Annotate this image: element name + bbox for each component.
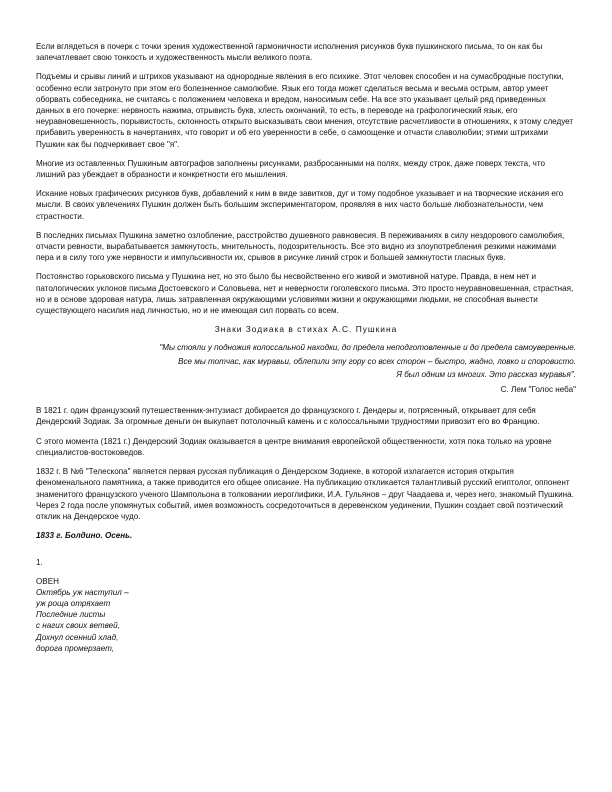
paragraph: Если вглядеться в почерк с точки зрения художественной гармоничности исполнения рисунков букв пушкинского письма, то он как бы запечатлевает свою тонкость и художественность мысли великого поэта. (36, 42, 543, 63)
poem-line: Октябрь уж наступил – (36, 587, 129, 597)
epigraph-line: "Мы стояли у подножия колоссальной находки, до предела неподготовленные и до предела самоуверенные. (159, 343, 576, 353)
paragraph: Многие из оставленных Пушкиным автографов заполнены рисунками, разбросанными на полях, между строк, даже поверх текста, что лишний раз убеждает в образности и конкретности его мышления. (36, 158, 545, 180)
paragraph: В 1821 г. один французский путешественник-энтузиаст добирается до французского г. Дендеры и, потрясенный, открывает для себя Дендерский Зодиак. За огромные деньги он выкупает потолочный камень и с колоссальными трудностями привозит его во Францию. (36, 406, 540, 427)
epigraph-source: С. Лем "Голос неба" (500, 385, 576, 395)
document-page (36, 41, 576, 654)
poem-line: дорога промерзает, (36, 643, 115, 653)
poem-title: ОВЕН (36, 576, 59, 586)
paragraph: Подъемы и срывы линий и штрихов указывают на однородные явления в его психике. Этот человек способен и на сумасбродные поступки, особенно если затронуто при этом его болезненное самолюбие. Язык его тогда может сделаться весьма и весьма острым, автор умеет оборвать собеседника, не считаясь с положением человека и вредом, наносимым себе. На все это указывает целый ряд приведенных данных в его почерке: нервность нажима, отрывисть букв, хлесть окончаний, то есть, в переводе на графологический язык, его неуравновешенность, порывистость, склонность открыто высказывать свои мнения, отсутствие расчетливости в отношениях, к этому следует прибавить уверенность в начертаниях, что говорит и об его уверенности в себе, о самоощенке и отчасти славолюбии; этими штрихами Пушкин как бы подчеркивает свое "я". (36, 72, 574, 149)
epigraph-line: Я был одним из многих. Это рассказ муравья". (396, 369, 576, 379)
paragraph: В последних письмах Пушкина заметно озлобление, расстройство душевного равновесия. В переживаниях в силу нездорового самолюбия, отчасти ревности, вырабатывается замкнутость, мнительность, подозрительность. Все это видно из злоупотребления резкими нажимами пера и в силу того уже нервности и импульсивности их, срывов в рисунке линий строк и большей замкнутости гласных букв. (36, 230, 565, 263)
poem-number: 1. (36, 558, 43, 568)
paragraph: Постоянство горьковского письма у Пушкина нет, но это было бы несвойственно его живой и эмотивной натуре. Правда, в нем нет и патологических уклонов письма Достоевского и Соловьева, нет и неверности гоголевского письма. Это просто неуравновешенная, страстная, но и в основе здоровая натура, лишь затравленная окружающими условиями жизни и окружающими людьми, не способная вынести существующего насилия над личностью, но и не имеющая сил порвать со всем. (36, 272, 574, 316)
poem-line: Последние листы (36, 610, 106, 620)
poem-line: Дохнул осенний хлад, (36, 632, 119, 642)
paragraph: 1832 г. В №6 "Телескопа" является первая русская публикация о Дендерском Зодиеке, в которой излагается история открытия феноменального памятника, а также приводится его общее описание. На публикацию откликается талантливый русский египтолог, оппонент знаменитого французского ученого Шампольона в толковании иероглифики, И.А. Гульянов – друг Чаадаева и, через него, знакомый Пушкина. Через 2 года после упомянутых событий, имея возможность сосредоточиться в деревенском уединении, Пушкин создает свой поэтический отклик на Дендерское чудо. (36, 467, 574, 521)
poem-line: с нагих своих ветвей, (36, 621, 120, 631)
dateline: 1833 г. Болдино. Осень. (36, 531, 133, 541)
section-title: Знаки Зодиака в стихах А.С. Пушкина (214, 324, 398, 335)
paragraph: С этого момента (1821 г.) Дендерский Зодиак оказывается в центре внимания европейской общественности, хотя пока только на уровне специалистов-востоковедов. (36, 436, 552, 457)
poem-line: уж роща отряхает (36, 598, 111, 608)
paragraph: Искание новых графических рисунков букв, добавлений к ним в виде завитков, дуг и тому подобное указывает и на творческие искания его мысли. В своих увлечениях Пушкин должен быть большим экспериментатором, проявляя в них часто больше любознательности, чем страстности. (36, 189, 564, 221)
epigraph-line: Все мы тотчас, как муравьи, облепили эту гору со всех сторон – быстро, жадно, ловко и споровисто. (178, 356, 576, 366)
